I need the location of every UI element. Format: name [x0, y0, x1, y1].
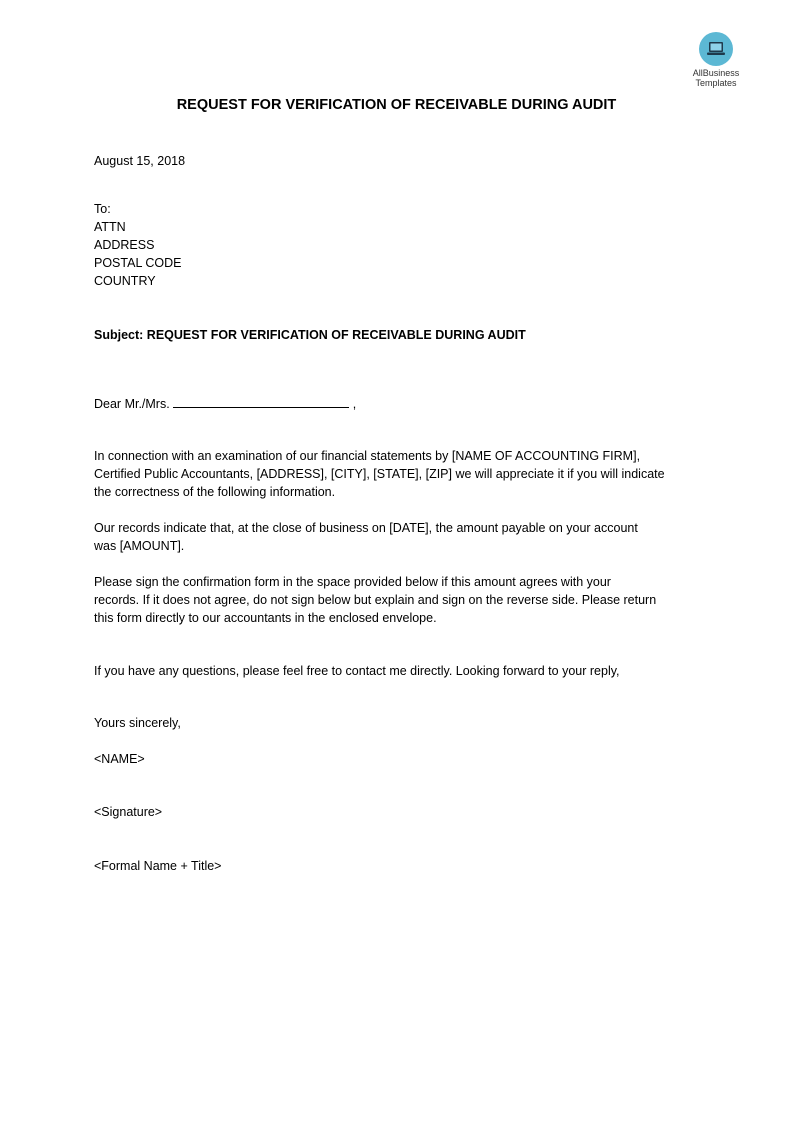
closing-formal-name: <Formal Name + Title>	[94, 859, 222, 873]
closing-signature: <Signature>	[94, 805, 163, 819]
paragraph-4: If you have any questions, please feel free to contact me directly. Looking forward to your reply,	[94, 664, 620, 678]
recipient-country: COUNTRY	[94, 274, 156, 288]
closing-sincerely: Yours sincerely,	[94, 716, 181, 730]
laptop-icon	[699, 32, 733, 66]
document-title: REQUEST FOR VERIFICATION OF RECEIVABLE DURING AUDIT	[176, 97, 617, 113]
paragraph-1: In connection with an examination of our financial statements by [NAME OF ACCOUNTING FIRM], Certified Public Accountants, [ADDRESS], [CITY], [STATE], [ZIP] we will appreciate it if you will indicate the correctness of the following information.	[94, 449, 665, 499]
greeting-suffix: ,	[352, 397, 357, 411]
subject-label: Subject:	[94, 328, 144, 342]
greeting-prefix: Dear Mr./Mrs.	[94, 397, 170, 411]
recipient-postal-code: POSTAL CODE	[94, 256, 182, 270]
recipient-address: ADDRESS	[94, 238, 155, 252]
greeting	[94, 395, 356, 413]
subject-text: REQUEST FOR VERIFICATION OF RECEIVABLE DURING AUDIT	[146, 328, 526, 342]
paragraph-2: Our records indicate that, at the close of business on [DATE], the amount payable on your account was [AMOUNT].	[94, 521, 638, 553]
logo-text: AllBusiness Templates	[692, 68, 740, 88]
letter-date: August 15, 2018	[94, 154, 186, 168]
closing-name: <NAME>	[94, 752, 145, 766]
recipient-attn: ATTN	[94, 220, 126, 234]
paragraph-3: Please sign the confirmation form in the space provided below if this amount agrees with your records. If it does not agree, do not sign below but explain and sign on the reverse side. Please return this form directly to our accountants in the enclosed envelope.	[94, 575, 657, 625]
subject-line	[94, 326, 526, 344]
name-blank-line	[173, 395, 349, 408]
logo	[684, 32, 748, 88]
recipient-to: To:	[94, 202, 111, 216]
